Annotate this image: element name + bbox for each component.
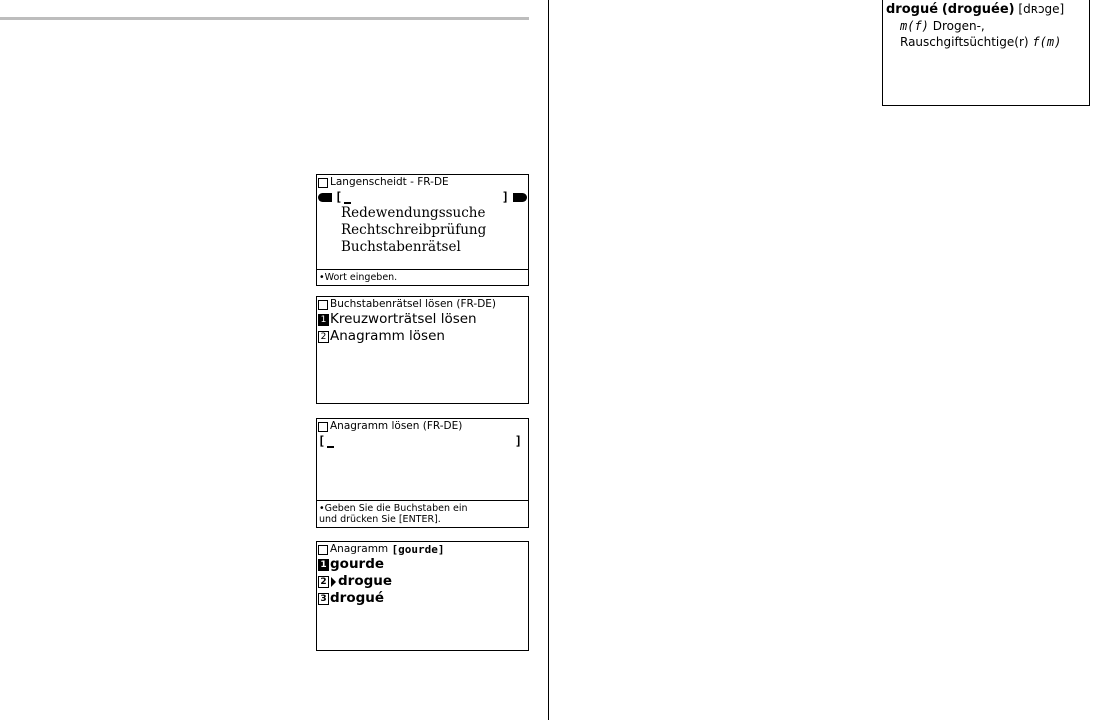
top-rule [0,17,529,20]
option-label: Anagramm lösen [330,328,445,344]
dictionary-entry [882,0,1090,106]
result-label: gourde [330,556,385,572]
screen-anagramm-results [316,541,529,651]
open-bracket-icon: [ [318,434,326,448]
right-tab-icon[interactable] [513,193,527,202]
screen-header [317,175,528,189]
headword: drogué [886,2,939,17]
screen-title: Buchstabenrätsel lösen (FR-DE) [330,298,497,310]
letters-input[interactable] [317,435,528,449]
number-1-icon: 1 [318,314,329,326]
column-divider [548,0,549,720]
translation-part-2: Rauschgiftsüchtige(r) [900,35,1029,49]
number-2-icon: 2 [318,576,329,588]
number-3-icon: 3 [318,593,329,605]
window-box-icon [318,178,328,188]
menu-item-redewendungssuche[interactable]: Redewendungssuche [341,205,486,221]
screen-header [317,542,528,556]
result-gourde[interactable] [317,556,528,573]
number-1-icon: 1 [318,559,329,571]
status-hint: •Wort eingeben. [317,269,528,285]
result-drogue-accent[interactable] [317,590,528,607]
screen-buchstabenraetsel [316,296,529,404]
screen-title: Langenscheidt - FR-DE [330,176,449,188]
window-box-icon [318,300,328,310]
option-label: Kreuzworträtsel lösen [330,311,477,327]
result-label: drogue [338,573,393,589]
window-box-icon [318,545,328,555]
hint-line-2: und drücken Sie [ENTER]. [319,514,441,525]
hint-line-1: •Geben Sie die Buchstaben ein [319,503,468,514]
gender-label: m(f) [900,19,929,33]
menu-item-buchstabenraetsel[interactable]: Buchstabenrätsel [341,239,461,255]
screen-langenscheidt-main [316,174,529,286]
screen-header [317,419,528,433]
result-label: drogué [330,590,385,606]
gender-label-2: f(m) [1032,35,1062,49]
close-bracket-icon: ] [501,190,509,204]
left-tab-icon[interactable] [318,193,332,202]
menu-item-rechtschreibpruefung[interactable]: Rechtschreibprüfung [341,222,487,238]
status-hint [317,500,528,527]
screen-header [317,297,528,311]
number-2-icon: 2 [318,331,329,343]
feminine-form: (droguée) [941,2,1015,17]
phonetic: [dʀɔge] [1018,2,1065,16]
word-input[interactable] [317,191,528,205]
translation-part-1: Drogen-, [932,19,985,33]
window-box-icon [318,422,328,432]
screen-title: Anagramm lösen (FR-DE) [330,420,463,432]
screen-anagramm-input [316,418,529,528]
screen-title: Anagramm [330,543,389,555]
text-cursor [344,202,351,204]
selection-arrow-icon [331,577,336,587]
query-word: [gourde] [391,543,445,556]
result-drogue[interactable] [317,573,528,590]
option-kreuzwortraetsel[interactable] [317,311,528,328]
search-mode-menu [317,205,528,256]
close-bracket-icon: ] [514,434,522,448]
open-bracket-icon: [ [335,190,343,204]
text-cursor [327,446,334,448]
option-anagramm[interactable] [317,328,528,345]
